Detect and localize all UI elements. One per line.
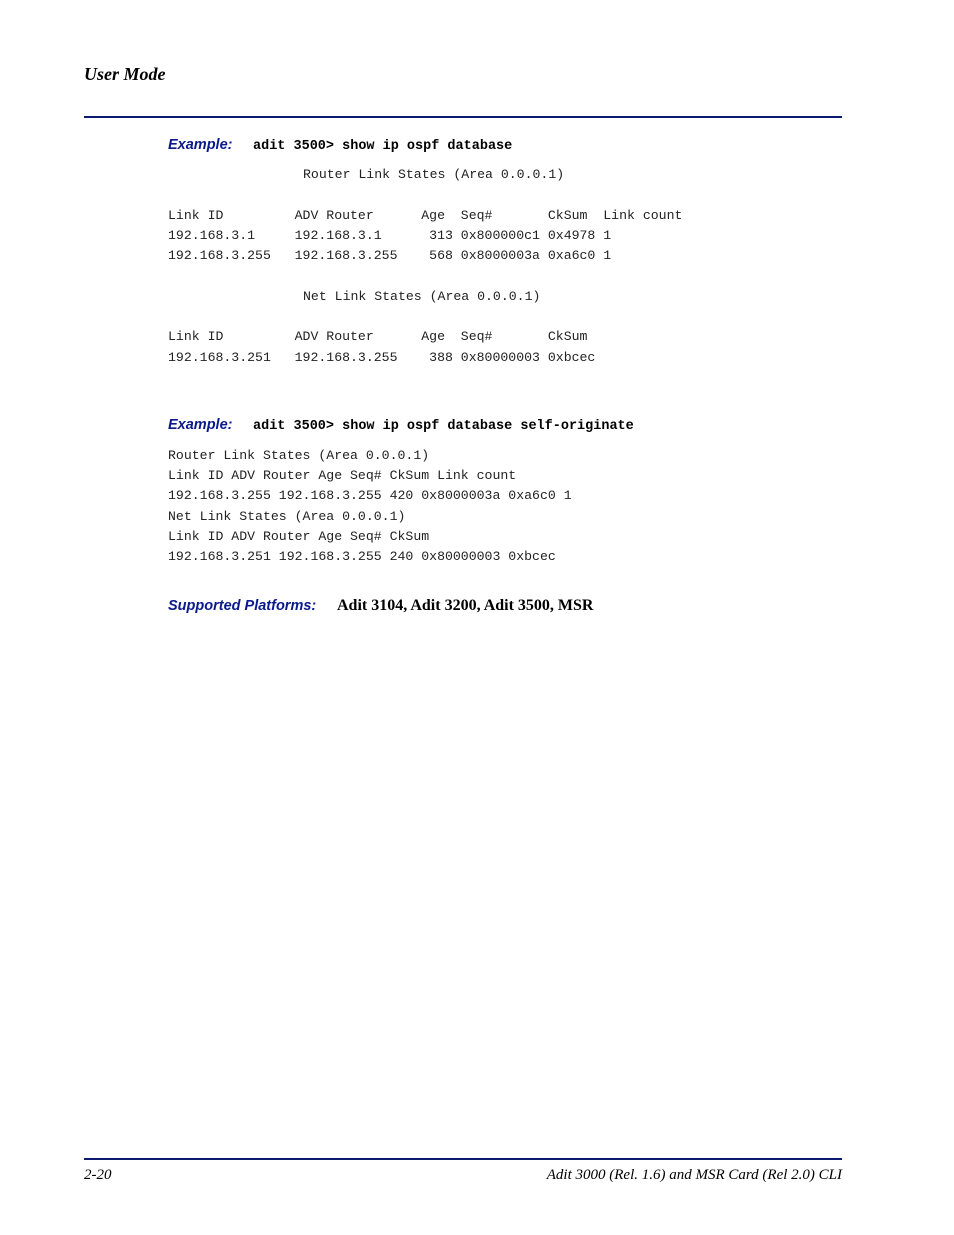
example-label: Example: — [168, 417, 233, 433]
output-line: Net Link States (Area 0.0.0.1) — [303, 289, 541, 304]
footer-rule — [84, 1158, 842, 1160]
example-label: Example: — [168, 137, 233, 153]
supported-platforms-label: Supported Platforms: — [168, 598, 317, 614]
document-title: Adit 3000 (Rel. 1.6) and MSR Card (Rel 2.0) CLI — [546, 1167, 842, 1183]
output-line: Net Link States (Area 0.0.0.1) — [168, 509, 406, 524]
header-rule — [84, 116, 842, 118]
output-line: Router Link States (Area 0.0.0.1) — [168, 448, 430, 463]
page-header-title: User Mode — [84, 64, 166, 84]
output-line: Link ID ADV Router Age Seq# CkSum Link count — [168, 208, 683, 223]
example-command: adit 3500> show ip ospf database self-originate — [253, 419, 634, 434]
output-line: Link ID ADV Router Age Seq# CkSum — [168, 529, 430, 544]
output-line: 192.168.3.251 192.168.3.255 240 0x80000003 0xbcec — [168, 549, 556, 564]
example-command: adit 3500> show ip ospf database — [253, 139, 513, 154]
output-line: 192.168.3.255 192.168.3.255 568 0x8000003a 0xa6c0 1 — [168, 248, 612, 263]
output-line: 192.168.3.255 192.168.3.255 420 0x8000003a 0xa6c0 1 — [168, 488, 572, 503]
output-line: 192.168.3.251 192.168.3.255 388 0x80000003 0xbcec — [168, 350, 596, 365]
output-line: Link ID ADV Router Age Seq# CkSum Link count — [168, 468, 517, 483]
output-line: 192.168.3.1 192.168.3.1 313 0x800000c1 0x4978 1 — [168, 228, 612, 243]
output-line: Link ID ADV Router Age Seq# CkSum — [168, 329, 588, 344]
page-number: 2-20 — [84, 1167, 112, 1183]
output-line: Router Link States (Area 0.0.0.1) — [303, 167, 565, 182]
supported-platforms-value: Adit 3104, Adit 3200, Adit 3500, MSR — [337, 597, 594, 614]
